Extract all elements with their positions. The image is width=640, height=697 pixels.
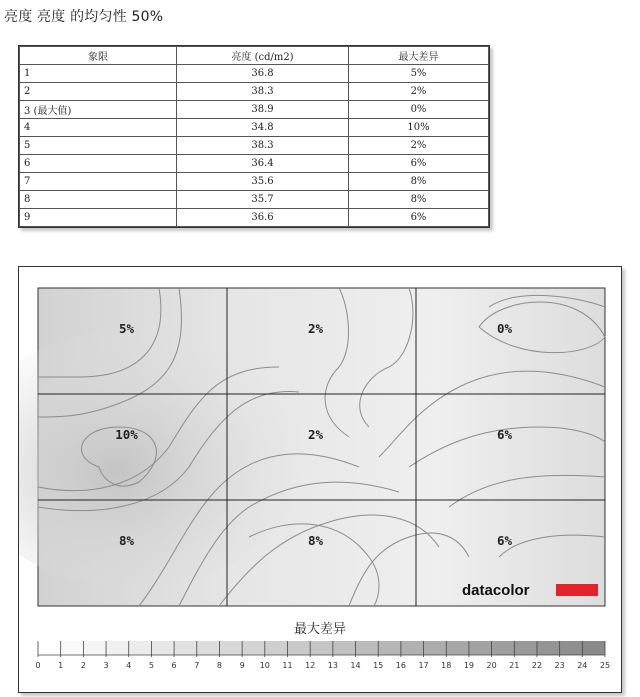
quadrant-value-label: 8% bbox=[307, 533, 324, 548]
quadrant-value-label: 6% bbox=[496, 427, 513, 442]
cell-quadrant: 5 bbox=[20, 137, 177, 155]
uniformity-table bbox=[19, 46, 489, 227]
header-quadrant: 象限 bbox=[20, 47, 177, 65]
scale-tick-label: 10 bbox=[259, 661, 270, 670]
scale-swatch bbox=[219, 641, 242, 655]
page-title: 亮度 亮度 的均匀性 50% bbox=[4, 9, 164, 25]
table-row bbox=[20, 119, 489, 137]
scale-tick-label: 23 bbox=[554, 661, 565, 670]
scale-swatch bbox=[356, 641, 379, 655]
scale-tick-label: 22 bbox=[531, 661, 543, 670]
datacolor-logo: datacolor bbox=[462, 582, 530, 599]
scale-swatch bbox=[401, 641, 424, 655]
scale-swatch bbox=[446, 641, 469, 655]
scale-swatch bbox=[378, 641, 401, 655]
scale-tick-label: 24 bbox=[577, 661, 588, 670]
cell-max-diff: 8% bbox=[349, 173, 489, 191]
cell-max-diff: 2% bbox=[349, 83, 489, 101]
cell-luminance: 38.3 bbox=[177, 83, 349, 101]
cell-luminance: 36.4 bbox=[177, 155, 349, 173]
scale-swatch bbox=[310, 641, 333, 655]
quadrant-value-label: 6% bbox=[496, 533, 513, 548]
cell-luminance: 35.7 bbox=[177, 191, 349, 209]
uniformity-chart-panel bbox=[18, 266, 622, 693]
scale-swatch bbox=[38, 641, 61, 655]
scale-swatch bbox=[265, 641, 288, 655]
scale-tick-label: 11 bbox=[282, 661, 293, 670]
table-row bbox=[20, 65, 489, 83]
scale-tick-label: 3 bbox=[103, 661, 109, 670]
datacolor-logo-bar bbox=[556, 584, 598, 596]
cell-max-diff: 10% bbox=[349, 119, 489, 137]
table-row bbox=[20, 83, 489, 101]
scale-tick-label: 1 bbox=[58, 661, 64, 670]
cell-luminance: 35.6 bbox=[177, 173, 349, 191]
uniformity-heatmap bbox=[19, 267, 621, 692]
scale-tick-label: 2 bbox=[80, 661, 86, 670]
cell-luminance: 38.3 bbox=[177, 137, 349, 155]
table-row bbox=[20, 191, 489, 209]
table-row bbox=[20, 173, 489, 191]
scale-tick-label: 6 bbox=[171, 661, 177, 670]
scale-tick-label: 0 bbox=[35, 661, 41, 670]
cell-quadrant: 4 bbox=[20, 119, 177, 137]
cell-quadrant: 8 bbox=[20, 191, 177, 209]
header-luminance: 亮度 (cd/m2) bbox=[177, 47, 349, 65]
quadrant-value-label: 0% bbox=[496, 321, 513, 336]
quadrant-value-label: 8% bbox=[118, 533, 135, 548]
scale-swatch bbox=[61, 641, 84, 655]
cell-max-diff: 2% bbox=[349, 137, 489, 155]
cell-luminance: 36.6 bbox=[177, 209, 349, 227]
scale-tick-label: 15 bbox=[373, 661, 384, 670]
table-row bbox=[20, 209, 489, 227]
cell-max-diff: 8% bbox=[349, 191, 489, 209]
header-max-diff: 最大差异 bbox=[349, 47, 489, 65]
scale-tick-label: 18 bbox=[441, 661, 452, 670]
uniformity-table-container bbox=[18, 45, 490, 228]
cell-luminance: 34.8 bbox=[177, 119, 349, 137]
scale-tick-label: 4 bbox=[126, 661, 132, 670]
quadrant-value-label: 2% bbox=[307, 321, 324, 336]
scale-swatch bbox=[469, 641, 492, 655]
scale-tick-label: 19 bbox=[463, 661, 475, 670]
table-row bbox=[20, 137, 489, 155]
scale-swatch bbox=[514, 641, 537, 655]
table-row bbox=[20, 155, 489, 173]
table-row bbox=[20, 101, 489, 119]
cell-luminance: 36.8 bbox=[177, 65, 349, 83]
scale-tick-label: 16 bbox=[395, 661, 406, 670]
scale-tick-label: 8 bbox=[216, 661, 222, 670]
cell-quadrant: 1 bbox=[20, 65, 177, 83]
table-header-row bbox=[20, 47, 489, 65]
cell-max-diff: 0% bbox=[349, 101, 489, 119]
scale-tick-label: 7 bbox=[194, 661, 200, 670]
scale-title: 最大差异 bbox=[293, 622, 347, 637]
scale-tick-label: 5 bbox=[148, 661, 154, 670]
cell-quadrant: 7 bbox=[20, 173, 177, 191]
scale-swatch bbox=[492, 641, 515, 655]
scale-tick-label: 9 bbox=[239, 661, 245, 670]
scale-tick-label: 25 bbox=[599, 661, 611, 670]
cell-luminance: 38.9 bbox=[177, 101, 349, 119]
quadrant-value-label: 2% bbox=[307, 427, 324, 442]
scale-swatch bbox=[582, 641, 605, 655]
scale-swatch bbox=[287, 641, 310, 655]
scale-tick-label: 14 bbox=[350, 661, 361, 670]
scale-swatch bbox=[537, 641, 560, 655]
scale-tick-label: 13 bbox=[327, 661, 338, 670]
scale-swatch bbox=[333, 641, 356, 655]
scale-tick-label: 20 bbox=[486, 661, 497, 670]
scale-swatch bbox=[129, 641, 152, 655]
scale-swatch bbox=[83, 641, 106, 655]
cell-quadrant: 2 bbox=[20, 83, 177, 101]
cell-max-diff: 6% bbox=[349, 209, 489, 227]
scale-tick-label: 12 bbox=[305, 661, 316, 670]
scale-swatch bbox=[560, 641, 583, 655]
quadrant-value-label: 10% bbox=[115, 427, 138, 442]
scale-swatch bbox=[424, 641, 447, 655]
cell-quadrant: 6 bbox=[20, 155, 177, 173]
scale-tick-label: 21 bbox=[509, 661, 520, 670]
cell-max-diff: 5% bbox=[349, 65, 489, 83]
scale-tick-label: 17 bbox=[418, 661, 429, 670]
scale-swatch bbox=[106, 641, 129, 655]
cell-quadrant: 3 (最大值) bbox=[20, 101, 177, 119]
quadrant-value-label: 5% bbox=[118, 321, 135, 336]
cell-quadrant: 9 bbox=[20, 209, 177, 227]
scale-swatch bbox=[151, 641, 174, 655]
scale-swatch bbox=[242, 641, 265, 655]
scale-swatch bbox=[174, 641, 197, 655]
scale-swatch bbox=[197, 641, 220, 655]
cell-max-diff: 6% bbox=[349, 155, 489, 173]
